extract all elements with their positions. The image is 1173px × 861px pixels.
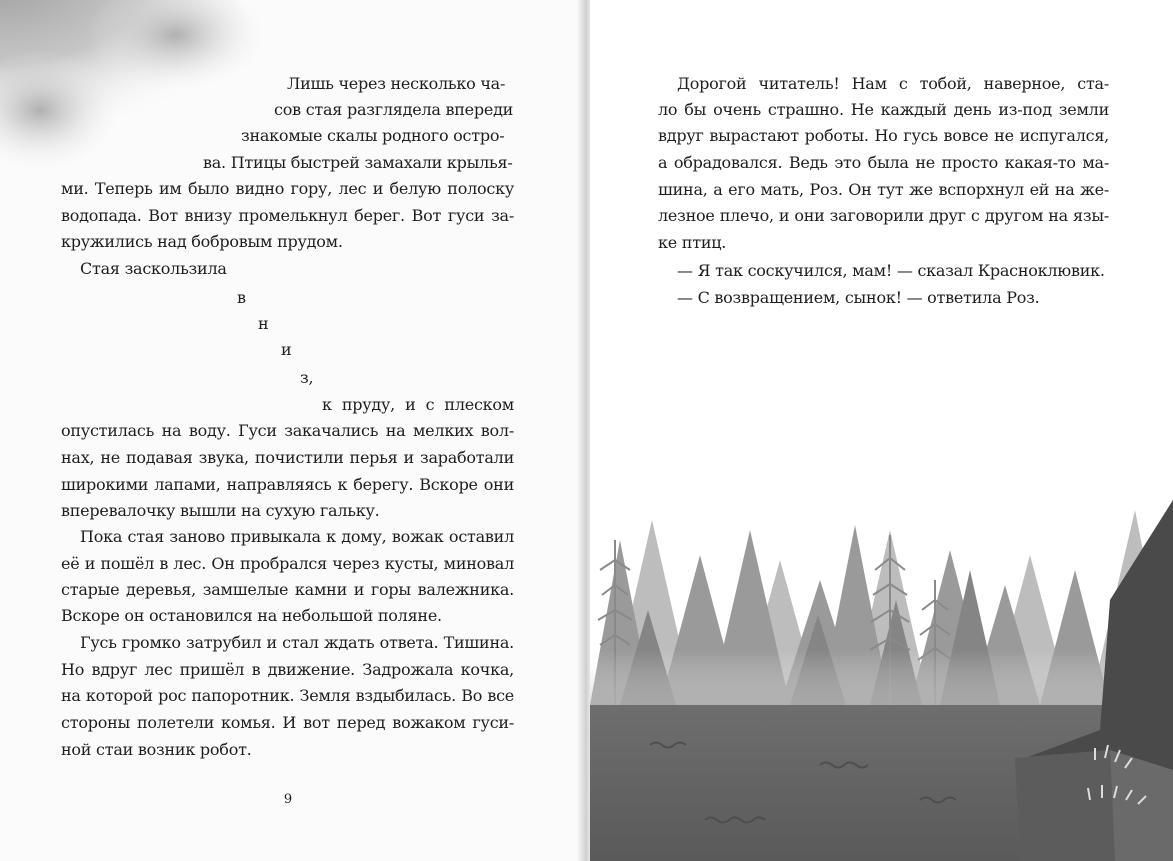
text-line: Лишь через несколько ча- [287,74,506,93]
text-line: ке птиц. [658,233,727,252]
text-line: старые деревья, замшелые камни и горы валежника. [61,580,514,599]
text-line: Стая заскользила [80,259,227,278]
text-line: Дорогой читатель! Нам с тобой, наверное, ста- [677,74,1109,93]
text-line: нах, не подавая звука, почистили перья и заработали [61,448,514,467]
forest-illustration [590,500,1173,861]
text-line: ло бы очень страшно. Не каждый день из-под земли [658,100,1109,119]
text-line: н [258,314,269,333]
text-line: — Я так соскучился, мам! — сказал Красноклювик. [677,261,1105,280]
text-line: знакомые скалы родного остро- [241,126,505,145]
text-line: Вскоре он остановился на небольшой поляне. [61,606,442,625]
text-line: Гусь громко затрубил и стал ждать ответа. Тишина. [80,633,514,652]
text-line: и [281,340,292,359]
text-line: стороны полетели комья. И вот перед вожаком гуси- [61,713,514,732]
text-line: ной стаи возник робот. [61,740,252,759]
text-line: шина, а его мать, Роз. Он тут же вспорхнул ей на же- [658,180,1109,199]
text-line: а обрадовался. Ведь это была не просто какая-то ма- [658,153,1109,172]
text-line: сов стая разглядела впереди [274,100,514,119]
text-line: з, [300,368,314,387]
text-line: ми. Теперь им было видно гору, лес и белую полоску [61,179,514,198]
text-line: широкими лапами, направляясь к берегу. Вскоре они [61,475,514,494]
text-line: опустилась на воду. Гуси закачались на мелких вол- [61,421,514,440]
text-line: её и пошёл в лес. Он пробрался через кусты, миновал [61,554,514,573]
text-line: Но вдруг лес пришёл в движение. Задрожала кочка, [61,660,514,679]
page-number: 9 [283,792,293,807]
text-line: Пока стая заново привыкала к дому, вожак оставил [80,527,514,546]
text-line: лезное плечо, и они заговорили друг с другом на язы- [658,206,1109,225]
text-line: к пруду, и с плеском [322,395,514,414]
right-page [590,0,1173,861]
text-line: ва. Птицы быстрей замахали крылья- [203,153,513,172]
text-line: кружились над бобровым прудом. [61,232,343,251]
text-line: в [237,288,246,307]
text-line: вперевалочку вышли на сухую гальку. [61,501,380,520]
text-line: вдруг вырастают роботы. Но гусь вовсе не испугался, [658,126,1109,145]
text-line: — С возвращением, сынок! — ответила Роз. [677,288,1040,307]
left-page [0,0,583,861]
text-line: на которой рос папоротник. Земля вздыбилась. Во все [61,686,514,705]
text-line: водопада. Вот внизу промелькнул берег. Вот гуси за- [61,206,514,225]
